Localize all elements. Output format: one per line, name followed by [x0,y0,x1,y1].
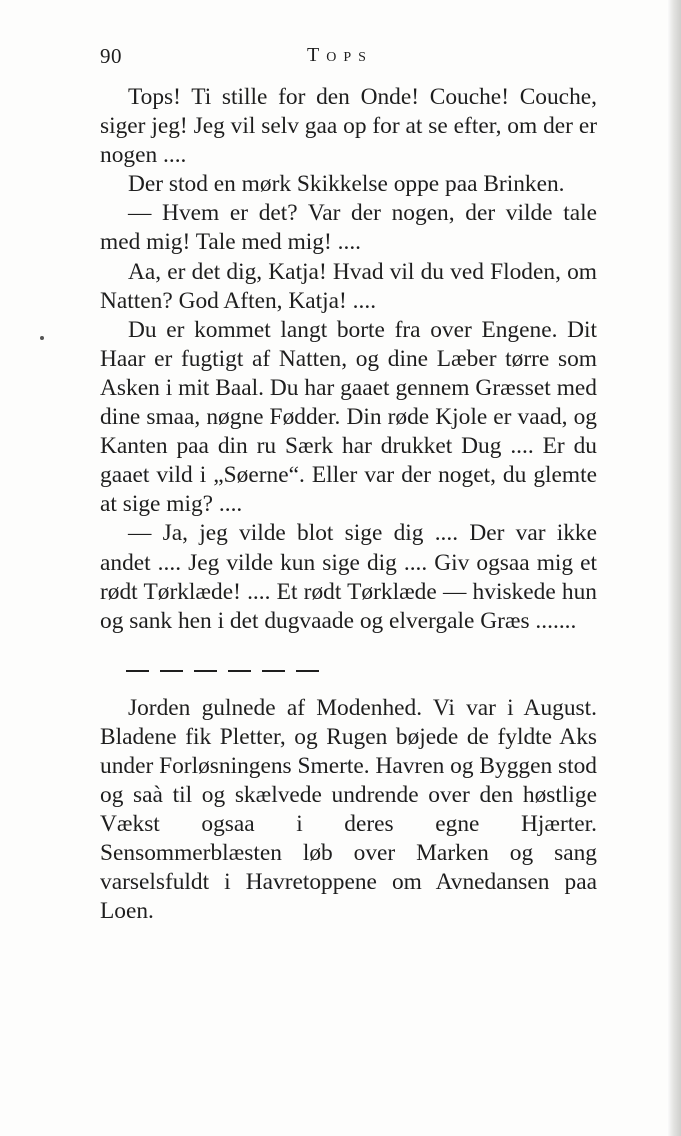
paragraph: — Hvem er det? Var der nogen, der vilde tale med mig! Tale med mig! .... [100,200,597,256]
margin-speck [40,336,44,340]
section-break-dash [262,670,285,672]
paragraph: Der stod en mørk Skikkelse oppe paa Brinken. [128,171,565,198]
section-break-dash [160,670,183,672]
body-text [100,83,597,927]
running-title: Tops [307,44,373,66]
page-number: 90 [100,44,122,68]
paragraph: Aa, er det dig, Katja! Hvad vil du ved Floden, om Natten? God Aften, Katja! .... [100,258,597,314]
paragraph: Tops! Ti stille for den Onde! Couche! Couche, siger jeg! Jeg vil selv gaa op for at se efter, om der er nogen .... [100,84,597,169]
paragraph: Du er kommet langt borte fra over Engene. Dit Haar er fugtigt af Natten, og dine Læber tørre som Asken i mit Baal. Du har gaaet gennem Græsset med dine smaa, nøgne Fødder. Din røde Kjole er vaad, og Kanten paa din ru Særk har drukket Dug .... Er du gaaet vild i „Søerne“. Eller var der noget, du glemte at sige mig? .... [100,316,597,518]
page-edge-shadow [667,0,681,1136]
section-break-dash [228,670,251,672]
section-break-dash [296,670,319,672]
section-two [100,694,597,927]
paragraph: — Ja, jeg vilde blot sige dig .... Der var ikke andet .... Jeg vilde kun sige dig .... Giv ogsaa mig et rødt Tørklæde! .... Et rødt Tørklæde — hviskede hun og sank hen i det dugvaade og elvergale Græs ....... [100,520,597,634]
section-break-dash [194,670,217,672]
paragraph: Jorden gulnede af Modenhed. Vi var i August. Bladene fik Pletter, og Rugen bøjede de fyldte Aks under Forløsningens Smerte. Havren og Byggen stod og saà til og skælvede undrende over den høstlige Vækst ogsaa i deres egne Hjærter. Sensommerblæsten løb over Marken og sang varselsfuldt i Havretoppene om Avnedansen paa Loen. [100,694,597,925]
page-header [100,44,600,76]
section-break-dash [126,670,149,672]
section-break [126,661,597,681]
